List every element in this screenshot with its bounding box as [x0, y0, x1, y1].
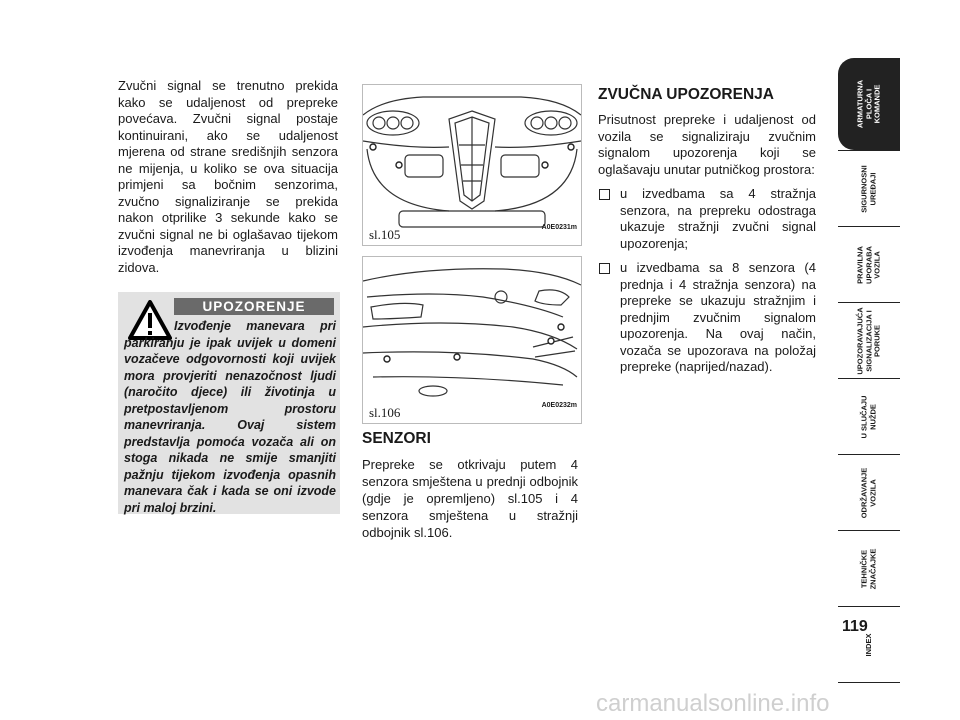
warning-box: [118, 292, 340, 514]
tab-label: U SLUČAJU NUŽDE: [859, 395, 877, 438]
tab-sigurnosni-uredaji[interactable]: [838, 150, 900, 226]
senzori-heading: SENZORI: [362, 430, 431, 447]
zvucna-heading: ZVUČNA UPOZORENJA: [598, 86, 774, 103]
list-item-text: u izvedbama sa 4 stražnja senzora, na prepreku odostraga ukazuje stražnji zvučni signal upozorenja;: [620, 186, 816, 251]
right-column: [598, 112, 816, 384]
tab-odrzavanje-vozila[interactable]: [838, 454, 900, 530]
section-tabs: [838, 58, 900, 683]
list-item: [598, 186, 816, 252]
tab-label: ARMATURNA PLOČA I KOMANDE: [855, 79, 882, 129]
watermark: carmanualsonline.info: [596, 690, 830, 717]
list-item-text: u izvedbama sa 8 senzora (4 prednja i 4 stražnja senzora) na prepreke se ukazuju stražnjim i prednjim zvučnim signalom upozorenja. Na ovaj način, vozača se upozorava na položaj prepreke (naprijed/nazad).: [620, 260, 816, 374]
warning-text: Izvođenje manevara pri parkiranju je ipak uvijek u domeni vozačeve odgovornosti koji uvijek mora provjeriti nenazočnost ljudi (naročito djece) ili životinja u pretpostavljenom prostoru manevriranja. Ovaj sistem predstavlja pomoća vozača ali on stoga nikada ne smije smanjiti pažnju tijekom izvođenja opasnih manevara čak i kada se oni izvode pri maloj brzini.: [124, 319, 336, 515]
tab-upozoravajuca-signalizacija[interactable]: [838, 302, 900, 378]
tab-label: ODRŽAVANJE VOZILA: [859, 467, 877, 518]
tab-pravilna-uporaba[interactable]: [838, 226, 900, 302]
warning-title: UPOZORENJE: [174, 298, 334, 315]
list-item: [598, 260, 816, 376]
left-column: [118, 78, 338, 276]
page-number: 119: [842, 618, 868, 635]
senzori-text: Prepreke se otkrivaju putem 4 senzora smještena u prednji odbojnik (gdje je opremljeno) sl.105 i 4 senzora smještena u stražnji odbojnik sl.106.: [362, 457, 578, 540]
rear-bumper-illustration: [363, 257, 581, 423]
figure-front-bumper: [362, 84, 582, 246]
figure-rear-bumper: [362, 256, 582, 424]
figure-label: sl.105: [369, 227, 401, 242]
intro-paragraph: Zvučni signal se trenutno prekida kako se udaljenost od prepreke povećava. Zvučni signal postaje kontinuirani, ako se udaljenost mjerena od strane središnjih senzora ne mijenja, u koliko se ova situacija primjeni sa bočnim senzorima, zvučno signaliziranje se prekida nakon otprilike 3 sekunde kako se zvučni signal ne bi oglašavao tijekom izvođenja manevriranja u blizini zidova.: [118, 78, 338, 275]
checkbox-bullet-icon: [599, 189, 610, 200]
tab-label: UPOZORAVAJUĆA SIGNALIZACIJA I PORUKE: [855, 306, 882, 375]
tab-tehnicke-znacajke[interactable]: [838, 530, 900, 606]
zvucna-intro: Prisutnost prepreke i udaljenost od vozila se signaliziraju zvučnim signalom upozorenja koji se oglašavaju unutar putničkog prostora:: [598, 112, 816, 177]
tab-label: INDEX: [863, 633, 873, 656]
tab-label: PRAVILNA UPORABA VOZILA: [855, 245, 882, 284]
tab-label: SIGURNOSNI UREĐAJI: [859, 164, 877, 213]
tab-armaturna-ploca[interactable]: [838, 58, 900, 150]
tab-u-slucaju-nuzde[interactable]: [838, 378, 900, 454]
figure-code: A0E0231m: [541, 224, 577, 231]
tab-label: TEHNIČKE ZNAČAJKE: [859, 548, 877, 589]
figure-label: sl.106: [369, 405, 401, 420]
checkbox-bullet-icon: [599, 263, 610, 274]
figure-code: A0E0232m: [541, 402, 577, 409]
front-bumper-illustration: [363, 85, 581, 245]
